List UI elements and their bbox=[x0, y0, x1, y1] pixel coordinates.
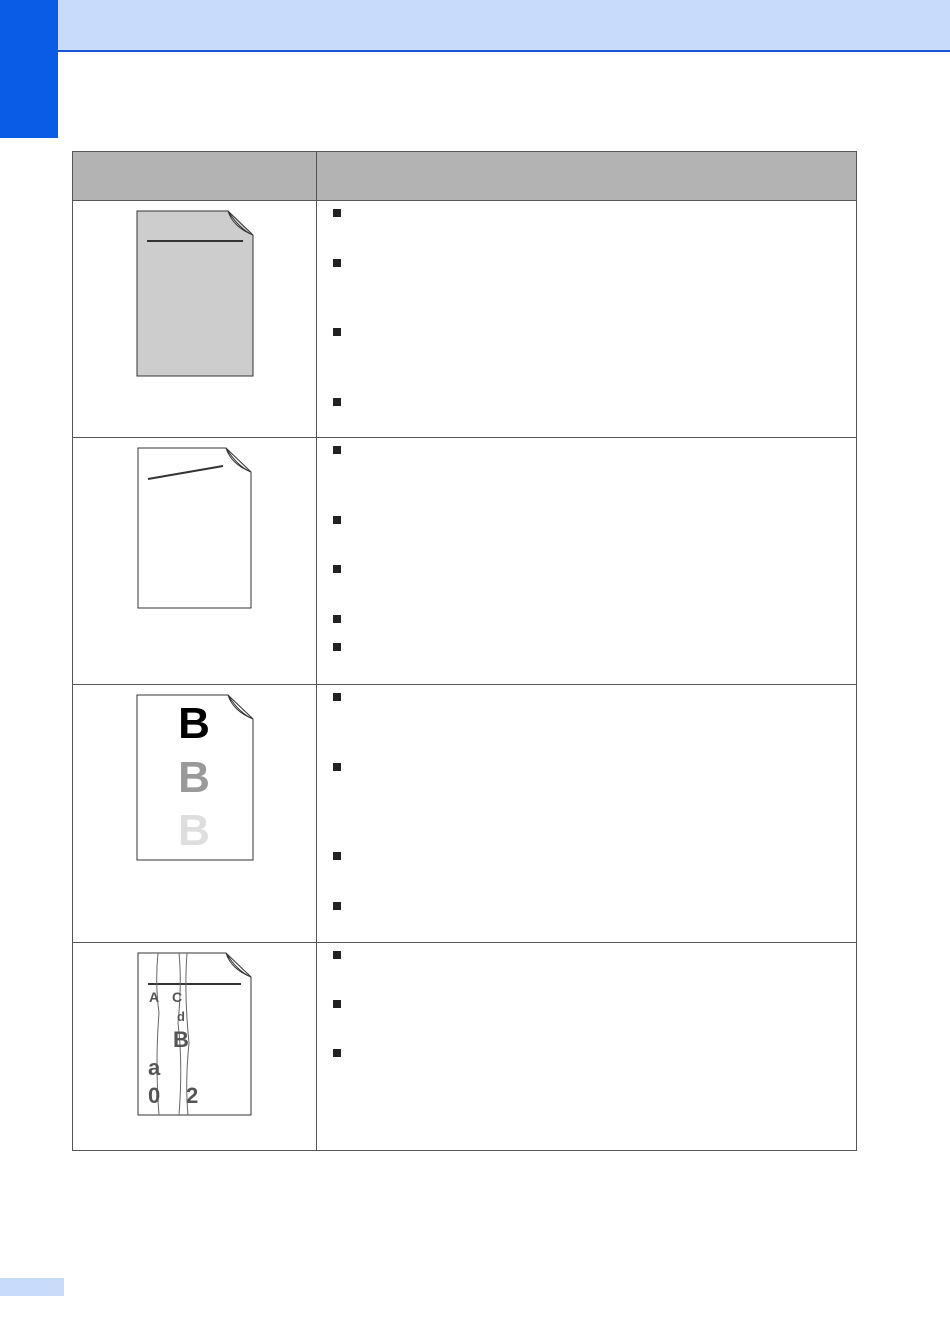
crease-glyph-c: C bbox=[172, 989, 183, 1005]
bullet-icon bbox=[333, 763, 341, 771]
bullet-icon bbox=[333, 852, 341, 860]
list-item bbox=[333, 209, 343, 219]
bullet-icon bbox=[333, 615, 341, 623]
bullet-icon bbox=[333, 259, 341, 267]
faint-b-glyph: B bbox=[178, 806, 210, 855]
bullet-icon bbox=[333, 516, 341, 524]
crease-glyph-two: 2 bbox=[186, 1083, 199, 1108]
sharp-b-glyph: B bbox=[178, 699, 210, 748]
example-image-cell bbox=[73, 685, 317, 943]
bullet-icon bbox=[333, 565, 341, 573]
list-item bbox=[333, 763, 343, 773]
example-image-cell bbox=[73, 438, 317, 685]
list-item bbox=[333, 328, 343, 338]
crease-glyph-a-upper: A bbox=[149, 989, 160, 1005]
page-header-band bbox=[58, 0, 950, 52]
creased-page-icon bbox=[73, 943, 316, 1149]
bullet-icon bbox=[333, 1000, 341, 1008]
bullet-icon bbox=[333, 693, 341, 701]
list-item bbox=[333, 259, 343, 269]
bullet-icon bbox=[333, 951, 341, 959]
recommendation-cell bbox=[317, 943, 857, 1151]
bullet-icon bbox=[333, 1049, 341, 1057]
list-item bbox=[333, 693, 343, 703]
list-item bbox=[333, 852, 343, 862]
table-header-recommendation bbox=[317, 152, 857, 201]
chapter-side-tab bbox=[0, 0, 58, 138]
list-item bbox=[333, 1000, 343, 1010]
grey-background-page-icon bbox=[73, 201, 316, 436]
list-item bbox=[333, 398, 343, 408]
table-header-row bbox=[73, 152, 857, 201]
list-item bbox=[333, 951, 343, 961]
bullet-icon bbox=[333, 209, 341, 217]
bullet-icon bbox=[333, 446, 341, 454]
crease-glyph-b: B bbox=[173, 1027, 189, 1052]
recommendation-cell bbox=[317, 685, 857, 943]
table-row bbox=[73, 943, 857, 1151]
list-item bbox=[333, 643, 343, 653]
list-item bbox=[333, 1049, 343, 1059]
crease-glyph-zero: 0 bbox=[148, 1083, 161, 1108]
list-item bbox=[333, 902, 343, 912]
recommendation-cell bbox=[317, 438, 857, 685]
skewed-line-page-icon bbox=[73, 438, 316, 683]
ghost-b-glyph: B bbox=[178, 753, 210, 802]
bullet-icon bbox=[333, 398, 341, 406]
crease-glyph-d: d bbox=[177, 1009, 185, 1024]
page-footer-tab bbox=[0, 1278, 64, 1296]
example-image-cell bbox=[73, 943, 317, 1151]
list-item bbox=[333, 615, 343, 625]
table-header-examples bbox=[73, 152, 317, 201]
list-item bbox=[333, 516, 343, 526]
bullet-icon bbox=[333, 902, 341, 910]
recommendation-cell bbox=[317, 201, 857, 438]
table-row bbox=[73, 201, 857, 438]
crease-glyph-a-lower: a bbox=[148, 1055, 161, 1080]
table-row bbox=[73, 685, 857, 943]
example-image-cell bbox=[73, 201, 317, 438]
troubleshooting-table bbox=[72, 151, 857, 1151]
bullet-icon bbox=[333, 643, 341, 651]
ghost-image-page-icon bbox=[73, 685, 316, 941]
list-item bbox=[333, 446, 343, 456]
list-item bbox=[333, 565, 343, 575]
bullet-icon bbox=[333, 328, 341, 336]
table-row bbox=[73, 438, 857, 685]
